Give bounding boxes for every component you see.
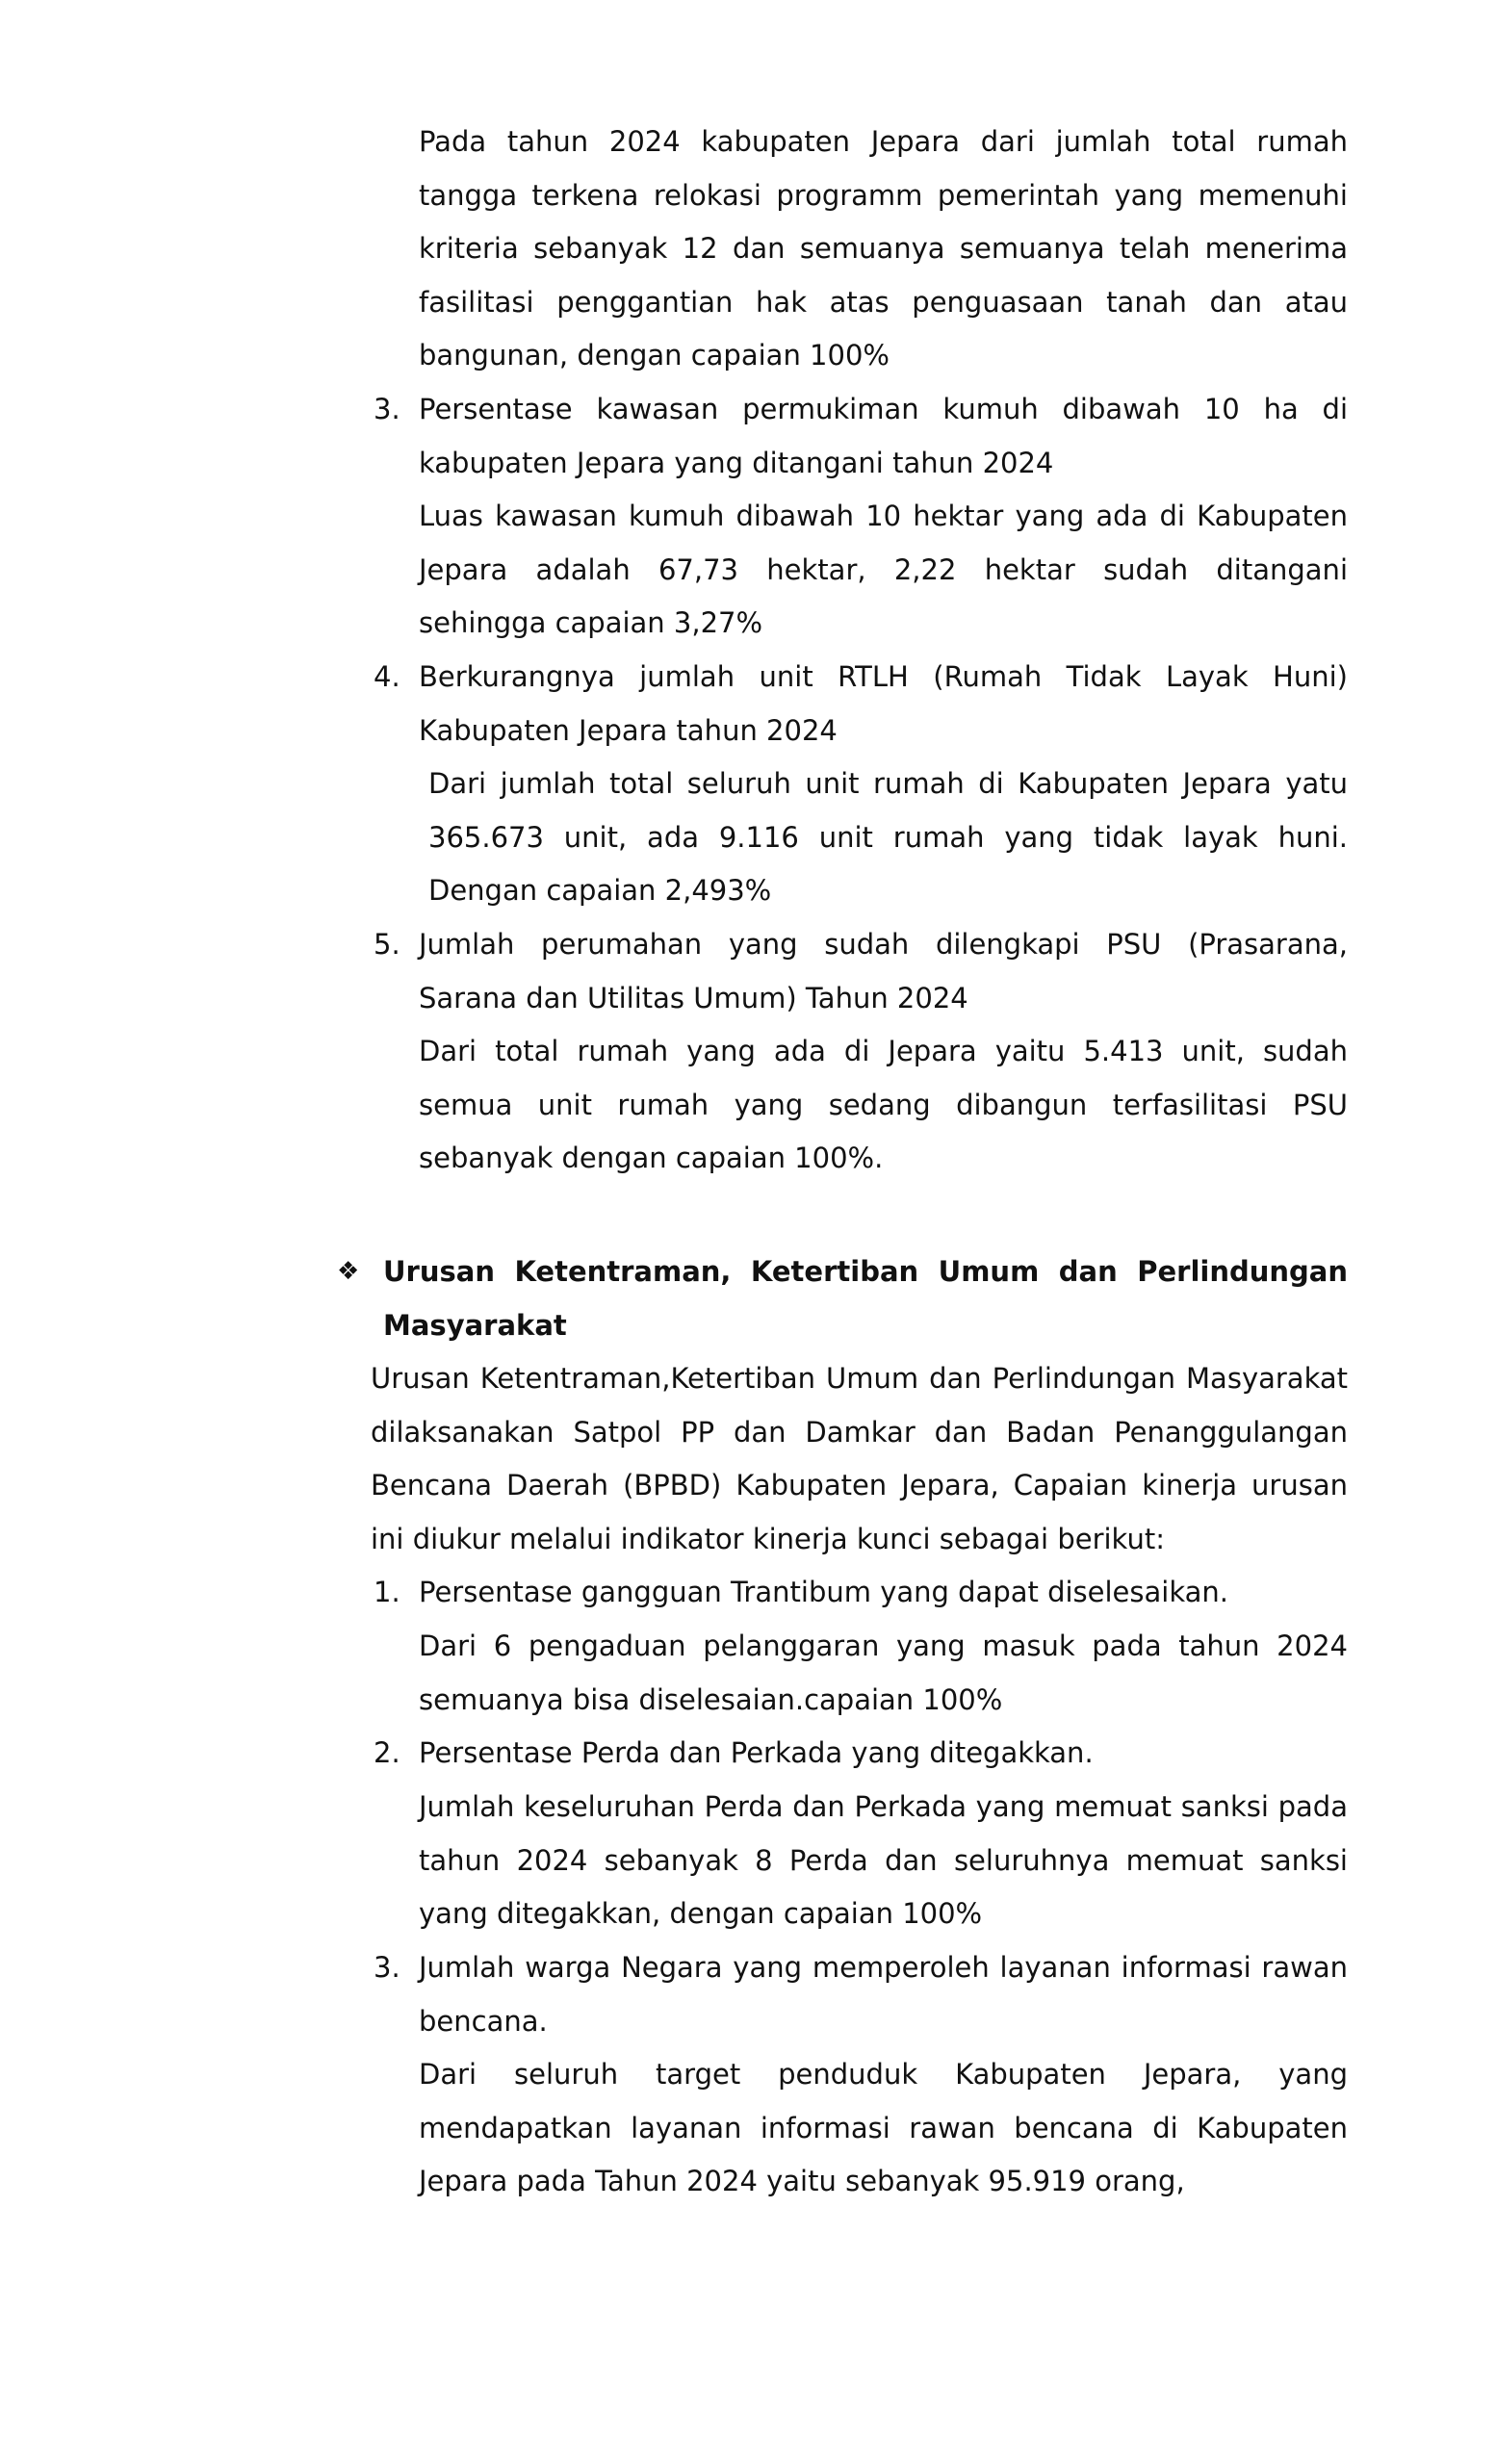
section-heading: Urusan Ketentraman, Ketertiban Umum dan Perlindungan Masyarakat [383, 1255, 1348, 1342]
list-item-number: 4. [374, 660, 400, 693]
list-item-title: Persentase Perda dan Perkada yang ditegakkan. [419, 1736, 1094, 1769]
list-item-number: 3. [374, 393, 400, 425]
list-item-number: 3. [374, 1951, 400, 1984]
list-item-number: 1. [374, 1576, 400, 1608]
list-item-body: Luas kawasan kumuh dibawah 10 hektar yang ada di Kabupaten Jepara adalah 67,73 hektar, 2,22 hektar sudah ditangani sehingga capaian 3,27% [419, 500, 1348, 639]
list-item-number: 5. [374, 928, 400, 961]
list-item-body: Dari 6 pengaduan pelanggaran yang masuk pada tahun 2024 semuanya bisa diselesaian.capaian 100% [419, 1630, 1348, 1716]
list-item-title: Persentase kawasan permukiman kumuh dibawah 10 ha di kabupaten Jepara yang ditangani tahun 2024 [419, 393, 1348, 479]
list-item-number: 2. [374, 1736, 400, 1769]
list-item-body: Jumlah keseluruhan Perda dan Perkada yang memuat sanksi pada tahun 2024 sebanyak 8 Perda dan seluruhnya memuat sanksi yang ditegakkan, dengan capaian 100% [419, 1790, 1348, 1930]
list-item-title: Jumlah perumahan yang sudah dilengkapi PSU (Prasarana, Sarana dan Utilitas Umum) Tahun 2024 [419, 928, 1348, 1014]
list-item-body: Dari total rumah yang ada di Jepara yaitu 5.413 unit, sudah semua unit rumah yang sedang dibangun terfasilitasi PSU sebanyak dengan capaian 100%. [419, 1035, 1348, 1174]
list-item-title: Berkurangnya jumlah unit RTLH (Rumah Tidak Layak Huni) Kabupaten Jepara tahun 2024 [419, 660, 1348, 747]
list-item-title: Persentase gangguan Trantibum yang dapat diselesaikan. [419, 1576, 1228, 1608]
list-item-body: Dari jumlah total seluruh unit rumah di Kabupaten Jepara yatu 365.673 unit, ada 9.116 unit rumah yang tidak layak huni. Dengan capaian 2,493% [428, 767, 1348, 907]
section-intro: Urusan Ketentraman,Ketertiban Umum dan Perlindungan Masyarakat dilaksanakan Satpol PP dan Damkar dan Badan Penanggulangan Bencana Daerah (BPBD) Kabupaten Jepara, Capaian kinerja urusan ini diukur melalui indikator kinerja kunci sebagai berikut: [371, 1362, 1348, 1555]
diamond-bullet-icon: ❖ [337, 1257, 360, 1286]
list-item-title: Jumlah warga Negara yang memperoleh layanan informasi rawan bencana. [419, 1951, 1348, 2038]
intro-paragraph: Pada tahun 2024 kabupaten Jepara dari jumlah total rumah tangga terkena relokasi programm pemerintah yang memenuhi kriteria sebanyak 12 dan semuanya semuanya telah menerima fasilitasi penggantian hak atas penguasaan tanah dan atau bangunan, dengan capaian 100% [419, 125, 1348, 372]
list-item-body: Dari seluruh target penduduk Kabupaten Jepara, yang mendapatkan layanan informasi rawan bencana di Kabupaten Jepara pada Tahun 2024 yaitu sebanyak 95.919 orang, [419, 2058, 1348, 2197]
